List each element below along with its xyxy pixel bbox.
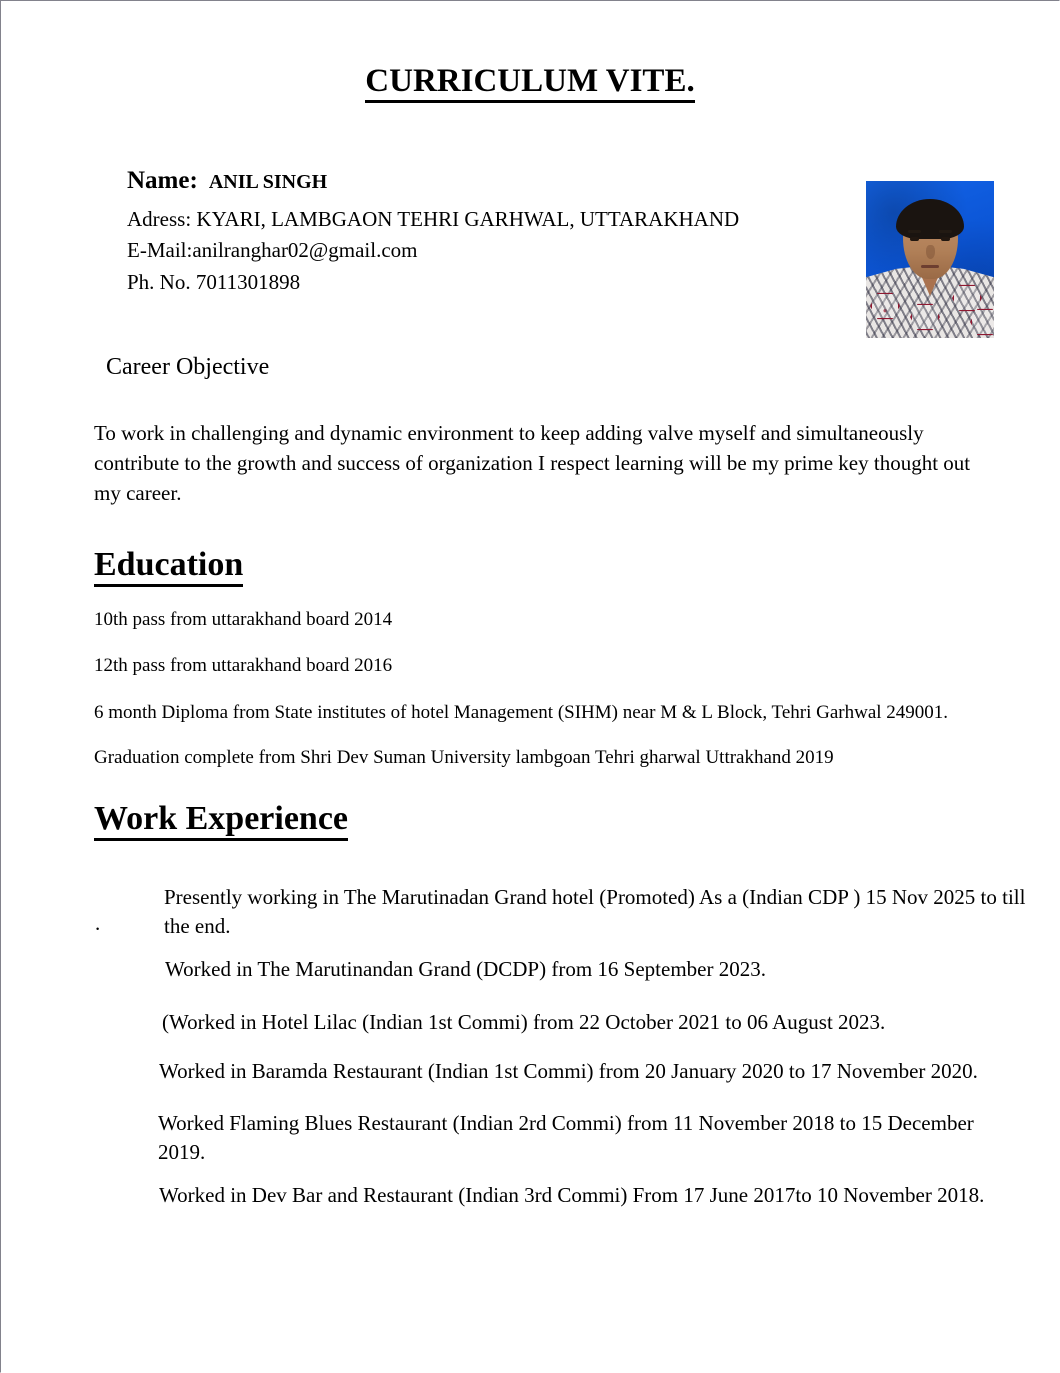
work-experience-heading-text: Work Experience bbox=[94, 800, 348, 841]
photo-eye-left bbox=[910, 237, 919, 241]
name-value: ANIL SINGH bbox=[208, 171, 328, 193]
page-title bbox=[1, 63, 1059, 99]
work-experience-item: Worked in Dev Bar and Restaurant (Indian 3rd Commi) From 17 June 2017to 10 November 2018. bbox=[159, 1183, 985, 1207]
phone-line: Ph. No. 7011301898 bbox=[127, 270, 301, 295]
work-experience-item: Presently working in The Marutinadan Grand hotel (Promoted) As a (Indian CDP ) 15 Nov 2025 to till the end. bbox=[164, 885, 1026, 939]
stray-period-mark: . bbox=[95, 911, 101, 935]
contact-name-row bbox=[127, 167, 847, 195]
photo-nose bbox=[926, 245, 935, 259]
education-item: 12th pass from uttarakhand board 2016 bbox=[94, 655, 393, 676]
address-line: Adress: KYARI, LAMBGAON TEHRI GARHWAL, UTTARAKHAND bbox=[127, 206, 740, 231]
education-heading-text: Education bbox=[94, 546, 243, 587]
work-experience-item: Worked in Baramda Restaurant (Indian 1st Commi) from 20 January 2020 to 17 November 2020. bbox=[159, 1059, 978, 1083]
email-line: E-Mail:anilranghar02@gmail.com bbox=[127, 238, 418, 263]
photo-eye-right bbox=[941, 237, 950, 241]
photo-eyebrow-left bbox=[908, 230, 921, 233]
photo-eyebrow-right bbox=[939, 230, 952, 233]
work-experience-item: (Worked in Hotel Lilac (Indian 1st Commi) from 22 October 2021 to 06 August 2023. bbox=[162, 1010, 886, 1034]
education-item: 6 month Diploma from State institutes of hotel Management (SIHM) near M & L Block, Tehri Garhwal 249001. bbox=[94, 702, 949, 723]
photo-mouth bbox=[921, 265, 939, 268]
name-label: Name: bbox=[127, 167, 198, 194]
career-objective-text: To work in challenging and dynamic environment to keep adding valve myself and simultaneously contribute to the growth and success of organization I respect learning will be my prime key thought out my career. bbox=[94, 421, 971, 505]
work-experience-item: Worked Flaming Blues Restaurant (Indian 2rd Commi) from 11 November 2018 to 15 December 2019. bbox=[158, 1111, 974, 1165]
applicant-photo bbox=[866, 181, 994, 338]
education-item: 10th pass from uttarakhand board 2014 bbox=[94, 609, 393, 630]
page-title-text: CURRICULUM VITE. bbox=[365, 63, 694, 103]
work-experience-heading bbox=[94, 801, 348, 837]
career-objective-heading: Career Objective bbox=[106, 354, 270, 380]
education-item: Graduation complete from Shri Dev Suman University lambgoan Tehri gharwal Uttrakhand 2019 bbox=[94, 747, 834, 768]
contact-block bbox=[127, 167, 847, 299]
education-heading bbox=[94, 547, 243, 583]
work-experience-item: Worked in The Marutinandan Grand (DCDP) from 16 September 2023. bbox=[165, 957, 766, 981]
